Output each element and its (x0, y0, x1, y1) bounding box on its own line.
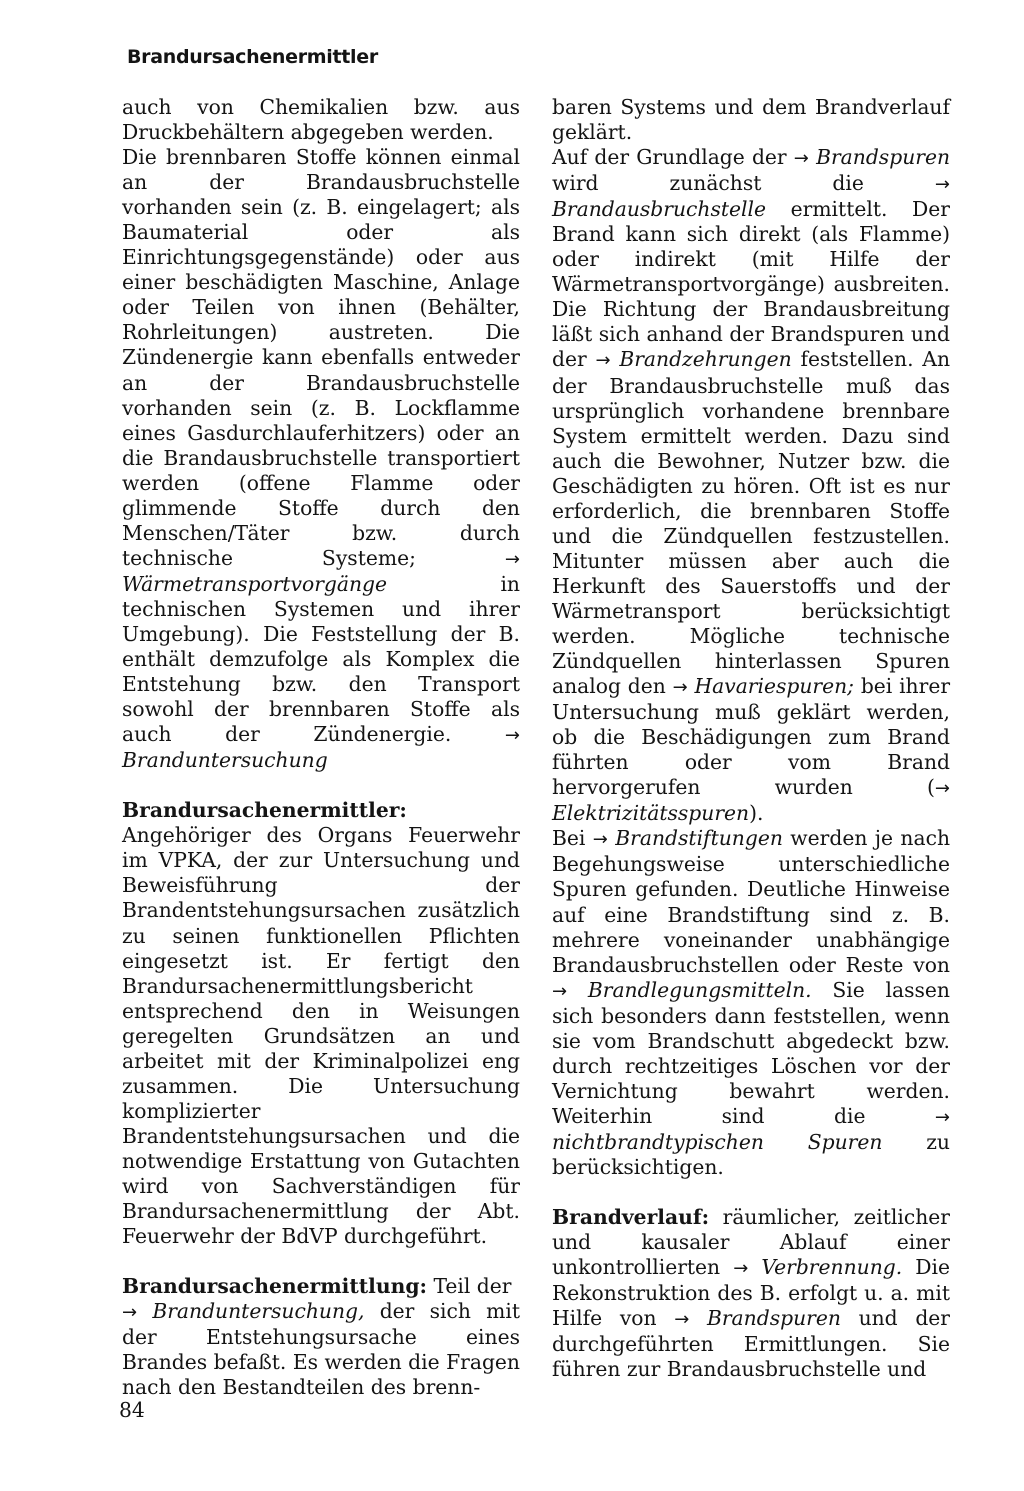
text: bei ihrer Untersuchung muß geklärt werden, ob die Beschädigungen zum Brand führten oder vom Brand hervorgerufen wurden ( (552, 674, 951, 800)
text: ermittelt. Der Brand kann sich direkt (als Flamme) oder indirekt (mit Hilfe der Wärmetransportvorgänge) ausbreiten. Die Richtung der Brandausbreitung läßt sich anhand der Brandspuren und der (552, 197, 950, 372)
text: Die brennbaren Stoffe können einmal an der Brandausbruchstelle vorhanden sein (z. B. eingelagert; als Baumaterial oder als Einrichtungsgegenstände) oder aus einer beschädigten Maschine, Anlage oder Teilen von ihnen (Behälter, Rohrleitungen) austreten. Die Zündenergie kann ebenfalls entweder an der Brandausbruchstelle vorhanden sein (z. B. Lockflamme eines Gasdurchlauferhitzers) oder an die Brandausbruchstelle transportiert werden (offene Flamme oder glimmende Stoffe durch den Menschen/Täter bzw. durch technische Systeme; (122, 145, 520, 570)
entry-brandursachenermittler (122, 798, 520, 1249)
text: Die Rekonstruktion des B. erfolgt u. a. mit Hilfe von (552, 1255, 950, 1331)
text: der sich mit der Entstehungsursache eines Brandes befaßt. Es werden die Fragen nach den Bestandteilen des brenn- (122, 1299, 520, 1400)
arrow-icon: → (672, 677, 688, 699)
arrow-icon: → (934, 1106, 950, 1128)
cross-reference[interactable]: Brandlegungsmitteln. (587, 977, 812, 1002)
cross-reference[interactable]: Brandzehrungen (619, 347, 792, 372)
text: werden je nach Begehungsweise unterschiedliche Spuren gefunden. Deutliche Hinweise auf eine Brandstiftung sind z. B. mehrere voneinander unabhängige Brandausbruchstellen oder Reste von (552, 826, 951, 977)
cross-reference[interactable]: Brandspuren (706, 1306, 841, 1331)
text: Bei (552, 826, 586, 851)
entry-term: Brandverlauf: (552, 1205, 710, 1230)
arrow-icon: → (592, 829, 608, 851)
paragraph-continuation (552, 95, 950, 145)
text: baren Systems und dem Brandverlauf geklärt. (552, 95, 950, 145)
cross-reference[interactable]: Havariespuren; (694, 674, 855, 699)
cross-reference[interactable]: nichtbrandtypischen Spuren (552, 1129, 883, 1154)
arrow-icon: → (595, 350, 611, 372)
paragraph-grundlage (552, 145, 950, 826)
paragraph-brandstiftungen (552, 826, 950, 1180)
cross-reference[interactable]: Brandstiftungen (615, 826, 783, 851)
arrow-icon: → (504, 725, 520, 747)
entry-text: Angehöriger des Organs Feuerwehr im VPKA, der zur Untersuchung und Beweisführung der Brandentstehungsursachen zusätzlich zu seinen funktionellen Pflichten eingesetzt ist. Er fertigt den Brandursachenermittlungsbericht entsprechend den in Weisungen geregelten Grundsätzen an und arbeitet mit der Kriminalpolizei eng zusammen. Die Untersuchung komplizierter Brandentstehungsursachen und die notwendige Erstattung von Gutachten wird von Sachverständigen für Brandursachenermittlung der Abt. Feuerwehr der BdVP durchgeführt. (122, 823, 520, 1249)
cross-reference[interactable]: Brandspuren (816, 145, 951, 170)
text: Teil der (433, 1274, 512, 1299)
paragraph-stoffe (122, 145, 520, 773)
cross-reference[interactable]: Verbrennung. (761, 1255, 903, 1280)
text: zu berücksichtigen. (552, 1129, 950, 1179)
text: wird zunächst die (552, 171, 864, 196)
arrow-icon: → (793, 148, 809, 170)
right-column (552, 95, 950, 1382)
cross-reference[interactable]: Branduntersuchung, (152, 1299, 365, 1324)
cross-reference[interactable]: Branduntersuchung (122, 748, 328, 773)
text: ). (749, 801, 764, 826)
left-column (122, 95, 520, 1400)
arrow-icon: → (674, 1309, 690, 1331)
cross-reference[interactable]: Brandausbruchstelle (552, 197, 766, 222)
paragraph-continuation (122, 95, 520, 145)
text: Sie lassen sich besonders dann feststellen, wenn sie vom Brandschutt abgedeckt bzw. durch rechtzeitiges Löschen vor der Vernichtung bewahrt werden. Weiterhin sind die (552, 977, 950, 1128)
running-head: Brandursachenermittler (127, 46, 378, 68)
text: auch von Chemikalien bzw. aus Druckbehältern abgegeben werden. (122, 95, 520, 145)
text: und der durchgeführten Ermittlungen. Sie führen zur Brandausbruchstelle und (552, 1306, 950, 1382)
cross-reference[interactable]: Wärmetransportvorgänge (122, 571, 388, 596)
entry-term: Brandursachenermittler: (122, 798, 407, 823)
arrow-icon: → (934, 778, 950, 800)
text: räumlicher, zeitlicher und kausaler Ablauf einer unkontrollierten (552, 1205, 950, 1280)
arrow-icon: → (504, 548, 520, 570)
text: Auf der Grundlage der (552, 145, 787, 170)
arrow-icon: → (934, 174, 950, 196)
cross-reference[interactable]: Elektrizitätsspuren (552, 801, 750, 826)
entry-term: Brandursachenermittlung: (122, 1274, 427, 1299)
arrow-icon: → (122, 1302, 138, 1324)
arrow-icon: → (552, 980, 568, 1002)
arrow-icon: → (733, 1258, 749, 1280)
page-number: 84 (119, 1398, 145, 1422)
text: feststellen. An der Brandausbruchstelle muß das ursprünglich vorhandene brennbare System ermittelt werden. Dazu sind auch die Bewohner, Nutzer bzw. die Geschädigten zu hören. Oft ist es nur erforderlich, die brennbaren Stoffe und die Zündquellen festzustellen. Mitunter müssen aber auch die Herkunft des Sauerstoffs und der Wärmetransport berücksichtigt werden. Mögliche technische Zündquellen hinterlassen Spuren analog den (552, 347, 951, 699)
text: in technischen Systemen und ihrer Umgebung). Die Feststellung der B. enthält demzufolge als Komplex die Entstehung bzw. den Transport sowohl der brennbaren Stoffe als auch der Zündenergie. (122, 571, 520, 747)
entry-brandursachenermittlung (122, 1274, 520, 1400)
entry-brandverlauf (552, 1205, 950, 1382)
